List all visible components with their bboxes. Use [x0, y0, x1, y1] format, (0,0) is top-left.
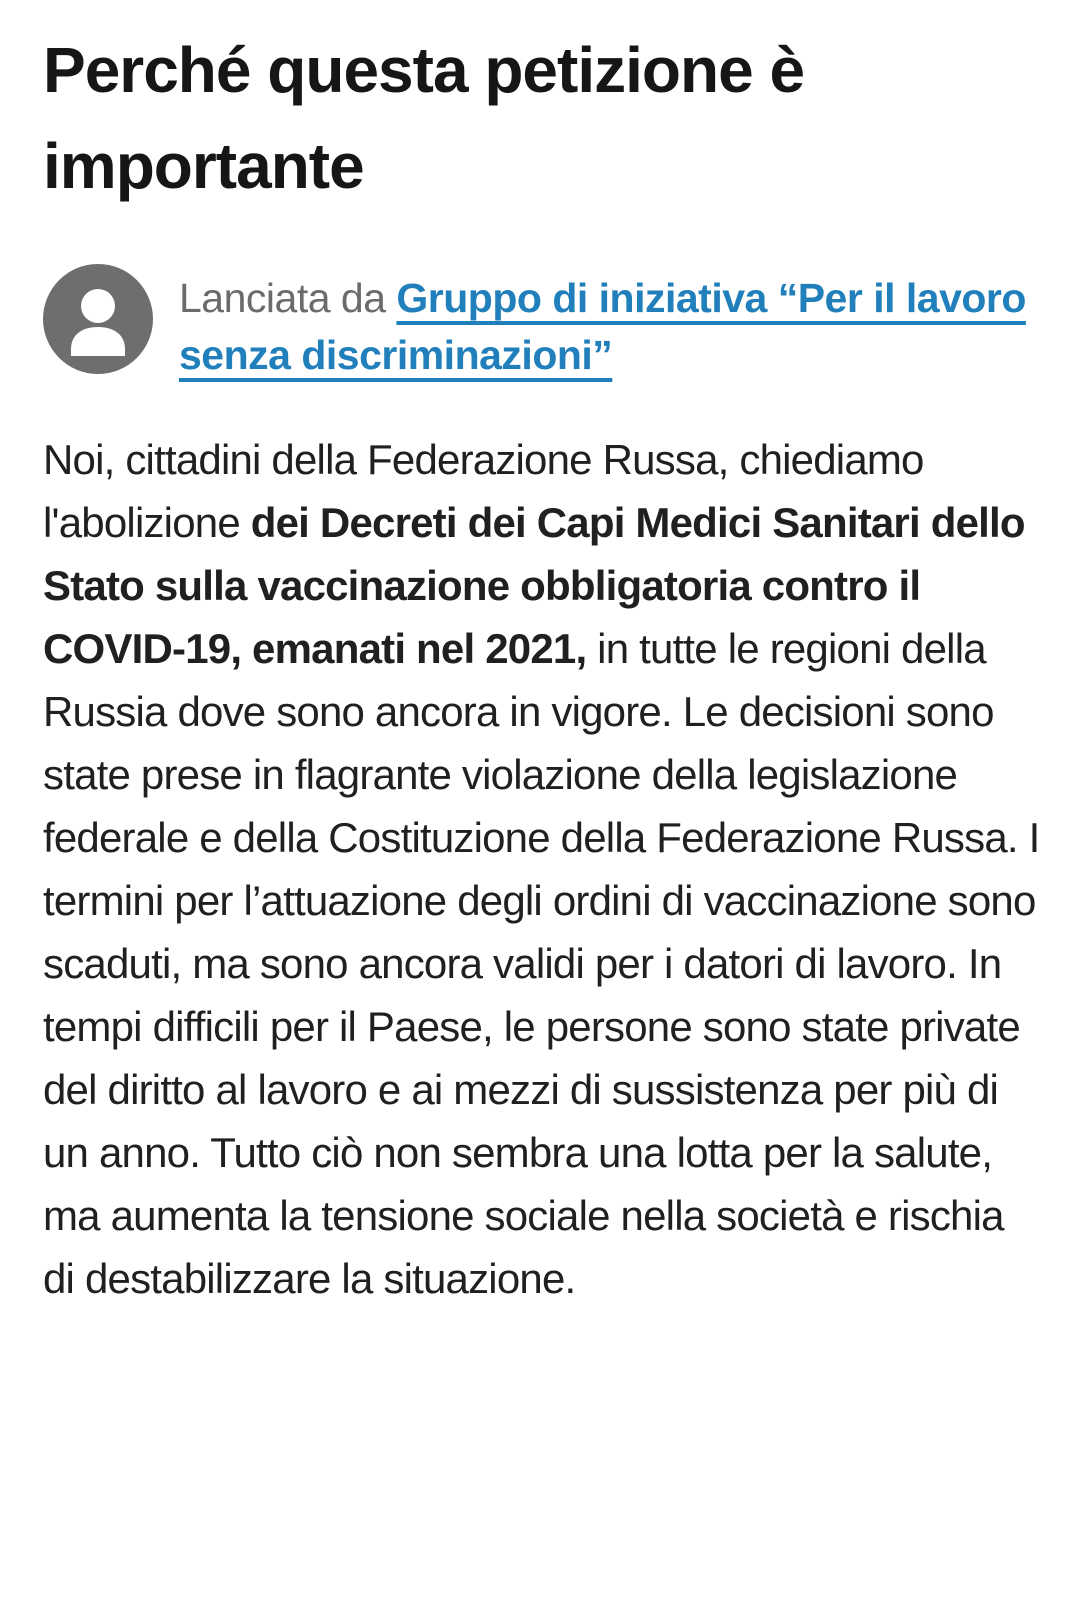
byline-row — [43, 264, 1040, 384]
byline — [179, 264, 1040, 384]
byline-prefix-label: Lanciata da — [179, 275, 397, 321]
petition-author-link[interactable]: Gruppo di iniziativa “Per il lavoro senza discriminazioni” — [179, 275, 1026, 378]
avatar — [43, 264, 153, 374]
person-icon — [43, 264, 153, 374]
section-title: Perché questa petizione è importante — [43, 34, 805, 202]
petition-description: Noi, cittadini della Federazione Russa, chiediamo l'abolizione dei Decreti dei Capi Medici Sanitari dello Stato sulla vaccinazione obbligatoria contro il COVID-19, emanati nel 2021, in tutte le regioni della Russia dove sono ancora in vigore. Le decisioni sono state prese in flagrante violazione della legislazione federale e della Costituzione della Federazione Russa. I termini per l’attuazione degli ordini di vaccinazione sono scaduti, ma sono ancora validi per i datori di lavoro. In tempi difficili per il Paese, le persone sono state private del diritto al lavoro e ai mezzi di sussistenza per più di un anno. Tutto ciò non sembra una lotta per la salute, ma aumenta la tensione sociale nella società e rischia di destabilizzare la situazione. — [43, 436, 1040, 1302]
